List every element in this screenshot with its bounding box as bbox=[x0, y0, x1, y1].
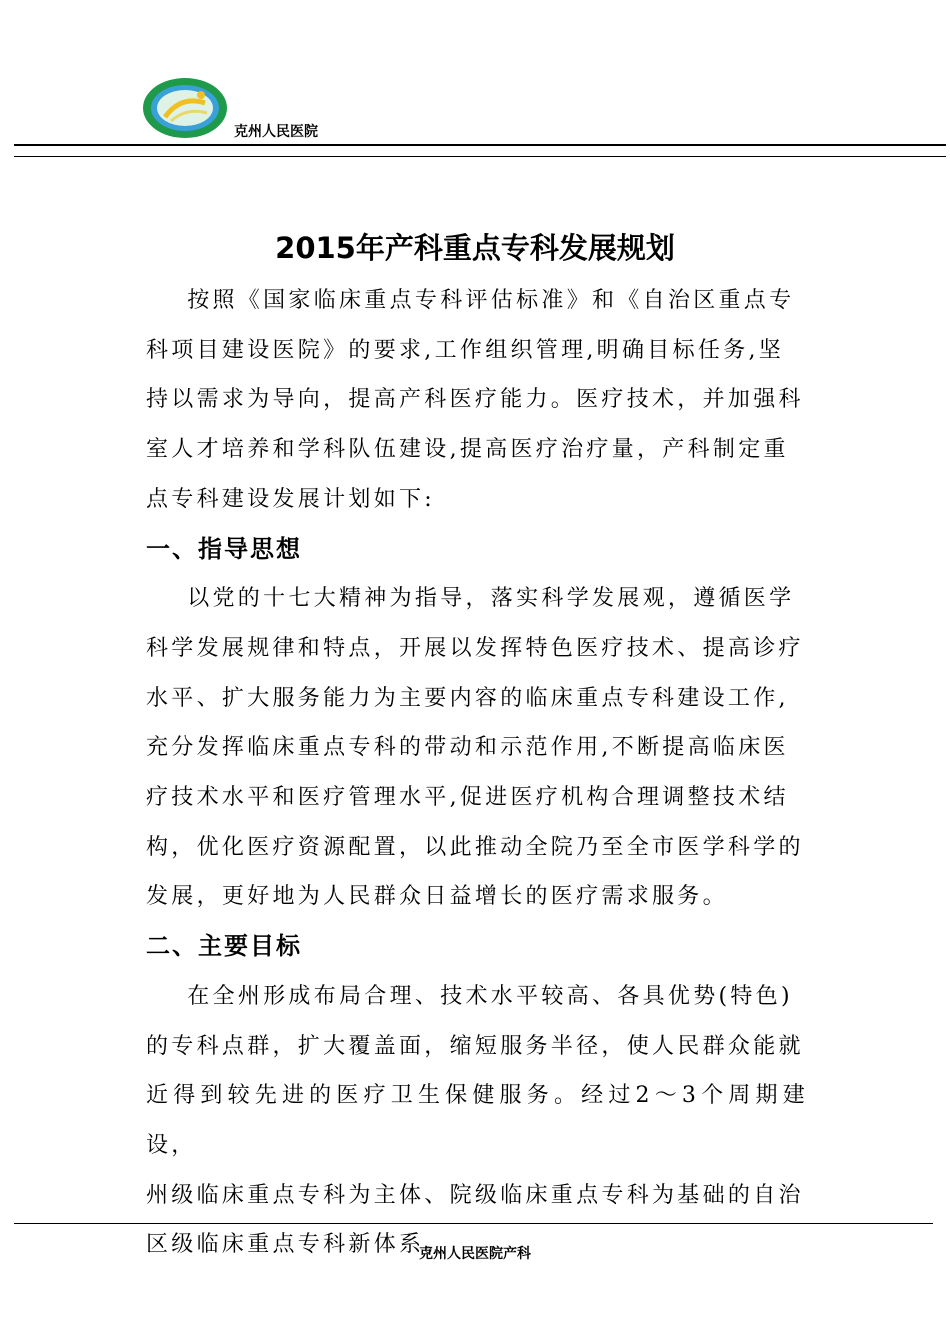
header-hospital-name: 克州人民医院 bbox=[234, 124, 318, 140]
intro-line: 点专科建设发展计划如下: bbox=[146, 486, 436, 512]
section-heading-guiding-ideology: 一、指导思想 bbox=[146, 534, 302, 563]
section1-line: 构，优化医疗资源配置，以此推动全院乃至全市医学科学的 bbox=[146, 834, 804, 860]
header-rule-thin bbox=[14, 156, 946, 157]
section2-line: 的专科点群，扩大覆盖面，缩短服务半径，使人民群众能就 bbox=[146, 1033, 804, 1059]
section2-line: 州级临床重点专科为主体、院级临床重点专科为基础的自治 bbox=[146, 1182, 804, 1208]
section2-line: 在全州形成布局合理、技术水平较高、各具优势(特色) bbox=[146, 983, 793, 1009]
section1-line: 科学发展规律和特点，开展以发挥特色医疗技术、提高诊疗 bbox=[146, 635, 804, 661]
footer-rule bbox=[14, 1223, 933, 1224]
intro-line: 按照《国家临床重点专科评估标准》和《自治区重点专 bbox=[146, 288, 795, 313]
hospital-logo bbox=[141, 77, 229, 139]
section2-line: 近得到较先进的医疗卫生保健服务。经过2～3个周期建设， bbox=[146, 1083, 808, 1158]
intro-line: 科项目建设医院》的要求,工作组织管理,明确目标任务,坚 bbox=[146, 337, 785, 363]
intro-line: 持以需求为导向，提高产科医疗能力。医疗技术，并加强科 bbox=[146, 387, 804, 413]
document-body bbox=[146, 276, 808, 1270]
section2-line: 区级临床重点专科新体系。 bbox=[146, 1232, 450, 1258]
section-heading-main-goals: 二、主要目标 bbox=[146, 932, 302, 961]
document-title: 2015年产科重点专科发展规划 bbox=[275, 231, 675, 265]
footer-text: 克州人民医院产科 bbox=[419, 1246, 531, 1262]
section1-line: 发展，更好地为人民群众日益增长的医疗需求服务。 bbox=[146, 884, 728, 910]
section1-line: 疗技术水平和医疗管理水平,促进医疗机构合理调整技术结 bbox=[146, 785, 789, 811]
header-rule-thick bbox=[14, 144, 946, 146]
section1-line: 以党的十七大精神为指导，落实科学发展观，遵循医学 bbox=[146, 586, 795, 612]
section1-line: 充分发挥临床重点专科的带动和示范作用,不断提高临床医 bbox=[146, 735, 789, 761]
section1-line: 水平、扩大服务能力为主要内容的临床重点专科建设工作, bbox=[146, 685, 789, 711]
intro-line: 室人才培养和学科队伍建设,提高医疗治疗量，产科制定重 bbox=[146, 437, 789, 463]
